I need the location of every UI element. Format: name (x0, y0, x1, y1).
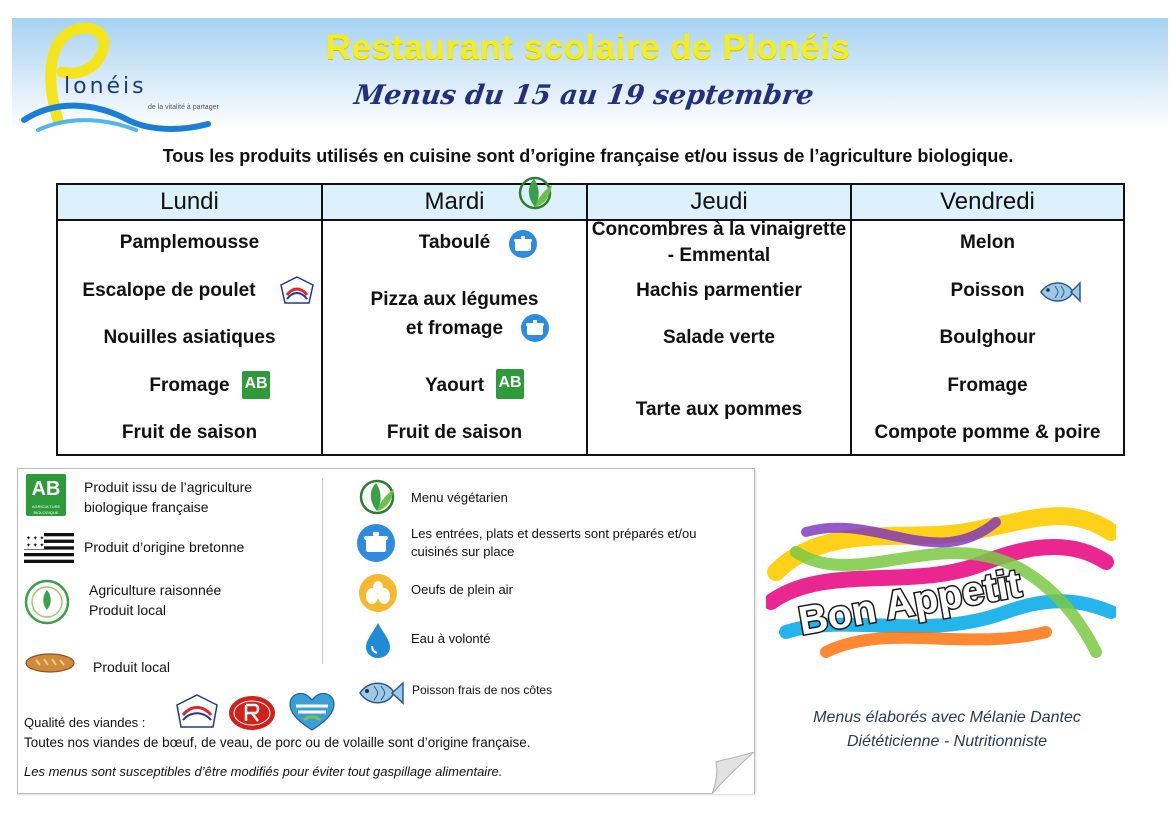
dish-mardi-plat-line2: et fromage (405, 318, 504, 339)
legend-bio-line2: biologique française (84, 499, 209, 515)
legend-divider (322, 478, 323, 664)
legend-raisonnee-line2: Produit local (89, 602, 167, 618)
legend-viandes-text: Toutes nos viandes de bœuf, de veau, de porc ou de volaille sont d’origine française. (24, 735, 531, 750)
water-drop-icon (360, 620, 396, 660)
page-curl-decoration (712, 752, 754, 794)
dish-vendredi-plat: Poisson (950, 280, 1025, 301)
dish-jeudi-entree-line2: - Emmental (667, 245, 771, 266)
svg-text:✦ ✦ ✦: ✦ ✦ ✦ (26, 536, 45, 542)
legend-vegetarien: Menu végétarien (411, 490, 508, 505)
credit-line1: Menus élaborés avec Mélanie Dantec (813, 709, 1081, 726)
legend-raisonnee-line1: Agriculture raisonnée (89, 582, 222, 598)
dish-lundi-plat: Escalope de poulet (82, 280, 256, 301)
fish-icon (1037, 277, 1081, 307)
dish-jeudi-entree-line1: Concombres à la vinaigrette (591, 219, 847, 240)
page-title: Restaurant scolaire de Plonéis (325, 28, 851, 67)
chef-pot-icon (355, 523, 397, 563)
dish-jeudi-salade: Salade verte (663, 327, 775, 348)
menu-table (56, 183, 1125, 456)
dish-vendredi-accompagnement: Boulghour (939, 327, 1036, 348)
dish-mardi-laitage: Yaourt (424, 375, 485, 396)
column-divider (850, 185, 852, 454)
logo-wordmark: lonéis (64, 74, 147, 99)
dish-vendredi-entree: Melon (960, 232, 1015, 253)
chef-pot-icon (507, 229, 539, 259)
fish-icon (356, 676, 404, 710)
vegetarian-leaf-icon (514, 173, 556, 213)
chef-pot-icon (519, 313, 551, 343)
bon-appetit-text: Bon Appetit (795, 561, 1025, 644)
dish-lundi-accompagnement: Nouilles asiatiques (103, 327, 276, 348)
day-header-jeudi: Jeudi (588, 185, 850, 221)
logo-tagline: de la vitalité à partager (148, 104, 219, 111)
breton-flag-icon (24, 533, 74, 563)
dish-lundi-fromage: Fromage (149, 375, 230, 396)
legend-sur-place-line2: cuisinés sur place (411, 544, 515, 559)
dish-vendredi-dessert: Compote pomme & poire (874, 422, 1101, 443)
legend-poisson: Poisson frais de nos côtes (412, 683, 553, 697)
credit-line2: Diététicienne - Nutritionniste (846, 733, 1048, 750)
label-rouge-icon (227, 693, 277, 733)
day-header-vendredi: Vendredi (852, 185, 1123, 221)
viandes-de-france-icon (173, 693, 221, 729)
bleu-blanc-coeur-icon (286, 690, 338, 734)
day-header-mardi: Mardi (323, 185, 586, 221)
ab-bio-icon: AB AGRICULTURE BIOLOGIQUE (26, 474, 66, 516)
menu-week-subtitle: Menus du 15 au 19 septembre (352, 80, 816, 111)
viandes-de-france-icon (279, 275, 315, 307)
legend-bretonne: Produit d’origine bretonne (84, 539, 245, 555)
legend-eau: Eau à volonté (411, 631, 491, 646)
dish-mardi-plat-line1: Pizza aux légumes (370, 289, 539, 310)
dish-jeudi-plat: Hachis parmentier (636, 280, 802, 301)
dietitian-credit (780, 706, 1114, 754)
legend-viandes-label: Qualité des viandes : (24, 715, 146, 730)
legend-oeufs: Oeufs de plein air (411, 582, 513, 597)
svg-text:✦ ✦ ✦: ✦ ✦ ✦ (26, 543, 45, 549)
legend-sur-place-line1: Les entrées, plats et desserts sont préparés et/ou (411, 526, 697, 541)
dish-lundi-entree: Pamplemousse (119, 232, 260, 253)
dish-lundi-dessert: Fruit de saison (121, 422, 258, 443)
ab-bio-icon: AB (496, 369, 524, 399)
eggs-icon (357, 573, 399, 613)
dish-vendredi-fromage: Fromage (947, 375, 1028, 396)
legend-local: Produit local (93, 659, 171, 675)
bon-appetit-graphic (766, 502, 1116, 662)
dish-mardi-dessert: Fruit de saison (386, 422, 523, 443)
day-header-lundi: Lundi (58, 185, 321, 221)
legend-bio-line1: Produit issu de l’agriculture (84, 479, 253, 495)
ab-bio-icon: AB (242, 371, 270, 399)
agriculture-raisonnee-icon (22, 578, 72, 626)
legend-disclaimer: Les menus sont susceptibles d’être modifiés pour éviter tout gaspillage alimentaire. (24, 764, 503, 779)
dish-jeudi-dessert: Tarte aux pommes (635, 399, 803, 420)
bread-icon (24, 651, 76, 675)
vegetarian-leaf-icon (356, 477, 398, 517)
dish-mardi-entree: Taboulé (418, 232, 491, 253)
origin-note: Tous les produits utilisés en cuisine sont d’origine française et/ou issus de l’agriculture biologique. (162, 146, 1014, 166)
